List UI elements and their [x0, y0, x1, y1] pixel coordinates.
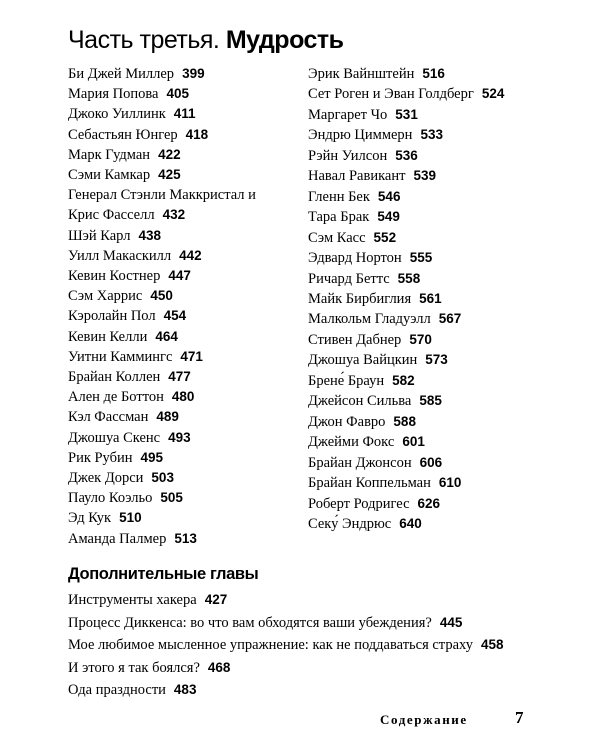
entry-page-number: 610	[438, 475, 462, 491]
part-label: Часть третья.	[68, 26, 220, 54]
contents-entry	[68, 529, 303, 549]
contents-entry	[308, 166, 568, 186]
entry-title: Малкольм Гладуэлл	[308, 311, 431, 328]
extra-chapters-list	[68, 589, 568, 702]
entry-page-number: 516	[422, 66, 445, 81]
entry-page-number: 555	[409, 250, 433, 266]
contents-entry	[308, 64, 568, 84]
contents-entry	[308, 309, 568, 329]
contents-entry	[68, 367, 303, 387]
entry-page-number: 567	[438, 311, 462, 327]
contents-entry	[308, 187, 568, 207]
entry-page-number: 539	[413, 168, 436, 184]
entry-title: Джоко Уиллинк	[68, 106, 166, 123]
entry-title: Марк Гудман	[68, 146, 151, 163]
entry-page-number: 493	[168, 429, 191, 445]
entry-page-number: 471	[180, 348, 203, 364]
contents-entry	[68, 226, 303, 246]
entry-title: Кевин Костнер	[68, 268, 161, 285]
entry-page-number: 411	[173, 106, 196, 122]
contents-entry	[308, 371, 568, 391]
entry-title: Сэми Камкар	[68, 167, 151, 184]
entry-page-number: 480	[171, 389, 195, 405]
entry-page-number: 561	[419, 290, 442, 306]
entry-title: Ален де Боттон	[68, 389, 164, 406]
contents-entry	[308, 391, 568, 411]
entry-title: Стивен Дабнер	[308, 331, 402, 348]
extra-chapter-entry	[68, 634, 568, 657]
contents-entry	[308, 105, 568, 125]
entry-page-number: 585	[419, 393, 442, 409]
entry-title: Ричард Беттс	[308, 270, 390, 287]
entry-page-number: 458	[480, 637, 504, 652]
contents-entry	[68, 145, 303, 165]
extra-section-title: Дополнительные главы	[68, 565, 259, 583]
entry-page-number: 450	[150, 288, 173, 304]
contents-entry	[308, 432, 568, 452]
contents-entry	[68, 387, 303, 407]
contents-left-column	[68, 64, 303, 549]
contents-entry	[308, 125, 568, 145]
entry-title: Роберт Родригес	[308, 495, 410, 512]
entry-title: Брене́ Браун	[308, 372, 385, 389]
contents-entry	[68, 286, 303, 306]
page-number: 7	[515, 708, 524, 727]
entry-title: Эдвард Нортон	[308, 250, 402, 267]
entry-page-number: 454	[163, 308, 187, 324]
entry-page-number: 468	[207, 659, 231, 675]
contents-entry	[68, 428, 303, 448]
entry-title: Би Джей Миллер	[68, 66, 175, 82]
contents-right-column	[308, 64, 568, 534]
entry-title: Секу́ Эндрюс	[308, 515, 392, 532]
entry-page-number: 558	[397, 270, 421, 286]
extra-chapter-entry	[68, 612, 568, 635]
entry-title: Сет Роген и Эван Голдберг	[308, 86, 474, 103]
entry-title: Генерал Стэнли Маккристал и Крис Фасселл	[68, 187, 256, 224]
contents-entry	[68, 84, 303, 104]
entry-title: Мария Попова	[68, 86, 159, 103]
contents-entry	[68, 266, 303, 286]
part-name: Мудрость	[225, 26, 344, 54]
entry-title: Пауло Коэльо	[68, 490, 153, 507]
contents-entry	[308, 473, 568, 493]
entry-page-number: 505	[160, 490, 183, 506]
contents-entry	[68, 327, 303, 347]
entry-title: Инструменты хакера	[68, 592, 197, 608]
entry-title: Гленн Бек	[308, 188, 370, 205]
entry-title: Джейми Фокс	[308, 434, 395, 451]
extra-chapter-entry	[68, 589, 568, 612]
entry-title: Джон Фавро	[308, 413, 386, 430]
entry-page-number: 533	[420, 127, 443, 143]
entry-title: Процесс Диккенса: во что вам обходятся ваши убеждения?	[68, 614, 432, 631]
entry-page-number: 601	[402, 434, 425, 450]
entry-title: Уитни Каммингс	[68, 348, 173, 365]
entry-page-number: 447	[168, 268, 191, 284]
entry-title: Эндрю Циммерн	[308, 127, 413, 144]
contents-entry	[68, 407, 303, 427]
entry-title: Джек Дорси	[68, 470, 144, 487]
contents-entry	[308, 289, 568, 309]
entry-page-number: 536	[395, 147, 418, 163]
entry-title: Эрик Вайнштейн	[308, 66, 415, 82]
entry-title: Эд Кук	[68, 510, 112, 527]
contents-entry	[68, 246, 303, 266]
entry-title: Кэролайн Пол	[68, 308, 156, 325]
contents-entry	[308, 84, 568, 104]
entry-title: Джошуа Скенс	[68, 429, 161, 446]
entry-title: Навал Равикант	[308, 168, 406, 185]
entry-title: И этого я так боялся?	[68, 659, 200, 676]
contents-entry	[308, 453, 568, 473]
contents-entry	[68, 468, 303, 488]
entry-page-number: 573	[425, 352, 448, 368]
entry-page-number: 626	[417, 495, 441, 511]
entry-page-number: 422	[158, 146, 181, 162]
contents-entry	[68, 306, 303, 326]
entry-page-number: 427	[204, 592, 228, 607]
extra-chapter-entry	[68, 679, 568, 702]
entry-page-number: 489	[156, 409, 179, 425]
contents-entry	[308, 514, 568, 534]
entry-page-number: 588	[393, 413, 416, 429]
contents-entry	[68, 347, 303, 367]
entry-page-number: 552	[373, 229, 397, 245]
entry-title: Уилл Макаскилл	[68, 247, 172, 264]
entry-page-number: 432	[162, 207, 186, 223]
contents-entry	[308, 228, 568, 248]
entry-page-number: 510	[119, 510, 142, 526]
entry-page-number: 477	[168, 369, 191, 385]
entry-title: Сэм Касс	[308, 229, 366, 246]
entry-title: Кэл Фассман	[68, 409, 149, 426]
contents-entry	[308, 269, 568, 289]
entry-title: Майк Бирбиглия	[308, 290, 412, 307]
contents-entry	[68, 165, 303, 185]
entry-title: Ода праздности	[68, 682, 166, 698]
entry-title: Себастьян Юнгер	[68, 126, 178, 143]
entry-page-number: 399	[182, 66, 205, 81]
contents-entry	[68, 64, 303, 84]
entry-page-number: 524	[481, 86, 505, 102]
entry-title: Мое любимое мысленное упражнение: как не поддаваться страху	[68, 637, 473, 653]
contents-entry	[308, 494, 568, 514]
entry-page-number: 464	[155, 328, 178, 344]
entry-page-number: 570	[409, 331, 432, 347]
entry-page-number: 606	[419, 454, 443, 470]
contents-entry	[68, 104, 303, 124]
part-heading	[68, 26, 344, 55]
entry-title: Рэйн Уилсон	[308, 147, 388, 164]
entry-title: Маргарет Чо	[308, 106, 388, 123]
entry-title: Брайан Коллен	[68, 369, 161, 386]
entry-page-number: 425	[158, 167, 181, 183]
contents-entry	[308, 412, 568, 432]
entry-page-number: 418	[185, 126, 209, 142]
entry-title: Сэм Харрис	[68, 288, 143, 305]
contents-entry	[68, 185, 258, 225]
contents-entry	[308, 146, 568, 166]
contents-entry	[68, 508, 303, 528]
contents-entry	[308, 330, 568, 350]
entry-title: Тара Брак	[308, 209, 370, 226]
entry-page-number: 438	[138, 227, 161, 243]
entry-title: Кевин Келли	[68, 328, 148, 345]
contents-entry	[68, 448, 303, 468]
entry-page-number: 513	[174, 530, 197, 546]
entry-title: Джейсон Сильва	[308, 393, 412, 410]
extra-chapter-entry	[68, 657, 568, 680]
entry-title: Шэй Карл	[68, 227, 131, 244]
entry-page-number: 546	[377, 188, 401, 204]
page-footer	[380, 708, 540, 729]
contents-entry	[68, 488, 303, 508]
entry-page-number: 503	[151, 470, 174, 486]
entry-title: Брайан Джонсон	[308, 454, 412, 471]
entry-page-number: 582	[392, 372, 415, 388]
entry-title: Брайан Коппельман	[308, 475, 431, 492]
footer-section-label: Содержание	[380, 712, 468, 727]
entry-title: Рик Рубин	[68, 449, 133, 466]
entry-page-number: 640	[399, 515, 422, 531]
contents-entry	[308, 207, 568, 227]
contents-entry	[68, 125, 303, 145]
entry-title: Аманда Палмер	[68, 530, 167, 547]
entry-title: Джошуа Вайцкин	[308, 352, 418, 369]
entry-page-number: 483	[173, 682, 197, 697]
entry-page-number: 405	[166, 86, 189, 102]
entry-page-number: 442	[179, 247, 202, 263]
contents-entry	[308, 248, 568, 268]
entry-page-number: 549	[377, 209, 400, 225]
entry-page-number: 445	[439, 614, 463, 630]
entry-page-number: 495	[140, 449, 164, 465]
contents-entry	[308, 350, 568, 370]
entry-page-number: 531	[395, 106, 418, 122]
